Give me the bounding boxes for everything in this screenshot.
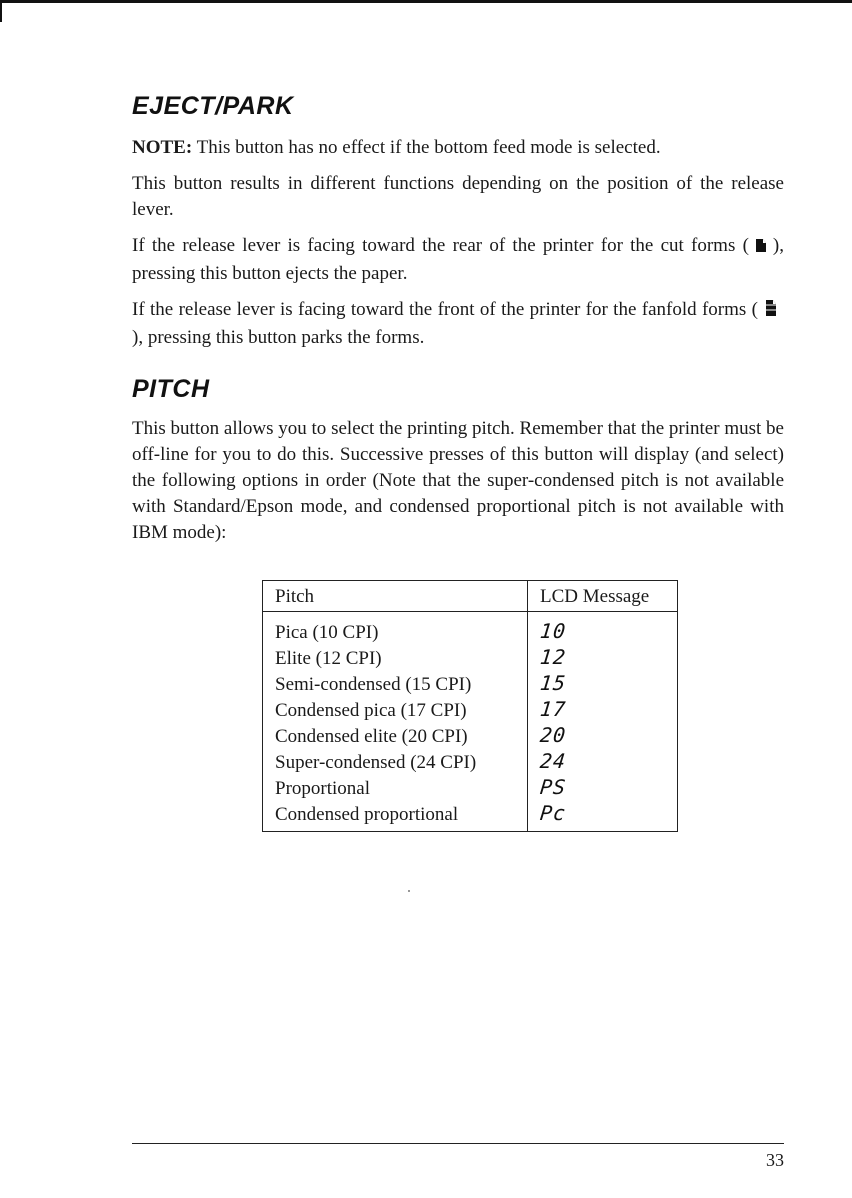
lcd-message: 10 (538, 619, 568, 643)
note-text: This button has no effect if the bottom feed mode is selected. (192, 137, 661, 158)
note-paragraph (132, 135, 784, 161)
lcd-message: 24 (538, 749, 568, 773)
lcd-message: 12 (538, 645, 568, 669)
cut-forms-text-before: If the release lever is facing toward the rear of the printer for the cut forms ( (132, 235, 749, 256)
table-row (263, 775, 678, 801)
footer-rule (132, 1143, 784, 1144)
lcd-message: 15 (538, 671, 568, 695)
table-row (263, 645, 678, 671)
page-content (132, 92, 784, 556)
pitch-cell: Super-condensed (24 CPI) (263, 749, 528, 775)
pitch-cell: Elite (12 CPI) (263, 645, 528, 671)
cut-forms-paragraph (132, 233, 784, 287)
note-label: NOTE: (132, 137, 193, 158)
eject-park-heading: EJECT/PARK (132, 92, 294, 120)
table-row (263, 697, 678, 723)
pitch-intro-paragraph: This button allows you to select the printing pitch. Remember that the printer must be off-line for you to do this. Successive presses of this button will display (and select) the following options in order (Note that the super-condensed pitch is not available with Standard/Epson mode, and condensed proportional pitch is not available with IBM mode): (132, 418, 784, 543)
table-row (263, 612, 678, 646)
pitch-cell: Pica (10 CPI) (263, 612, 528, 646)
table-row (263, 671, 678, 697)
lcd-cell (528, 749, 678, 775)
lcd-message: 17 (538, 697, 568, 721)
scan-speck (408, 890, 410, 892)
table-header-row (263, 581, 678, 612)
fanfold-paragraph (132, 297, 784, 351)
cut-forms-text-after: ), pressing this button ejects the paper. (132, 235, 784, 284)
lcd-cell (528, 775, 678, 801)
pitch-cell: Semi-condensed (15 CPI) (263, 671, 528, 697)
lcd-message: Pc (538, 801, 568, 825)
lcd-cell (528, 612, 678, 646)
header-lcd-message: LCD Message (528, 581, 678, 612)
pitch-cell: Proportional (263, 775, 528, 801)
pitch-cell: Condensed elite (20 CPI) (263, 723, 528, 749)
table-row (263, 723, 678, 749)
top-rule (0, 0, 852, 3)
page-number: 33 (766, 1150, 784, 1170)
pitch-heading: PITCH (132, 375, 210, 403)
pitch-table (262, 580, 678, 832)
lcd-cell (528, 723, 678, 749)
pitch-cell: Condensed proportional (263, 801, 528, 832)
corner-mark (0, 0, 2, 22)
fanfold-icon (764, 299, 778, 325)
pitch-cell: Condensed pica (17 CPI) (263, 697, 528, 723)
lcd-cell (528, 697, 678, 723)
header-pitch: Pitch (263, 581, 528, 612)
fanfold-text-before: If the release lever is facing toward the front of the printer for the fanfold forms ( (132, 299, 758, 320)
lcd-cell (528, 645, 678, 671)
fanfold-text-after: ), pressing this button parks the forms. (132, 327, 425, 348)
cut-sheet-icon (755, 235, 767, 261)
table-row (263, 749, 678, 775)
release-lever-paragraph: This button results in different functions depending on the position of the release lever. (132, 173, 784, 220)
lcd-cell (528, 671, 678, 697)
lcd-cell (528, 801, 678, 832)
lcd-message: PS (538, 775, 568, 799)
lcd-message: 20 (538, 723, 568, 747)
table-row (263, 801, 678, 832)
